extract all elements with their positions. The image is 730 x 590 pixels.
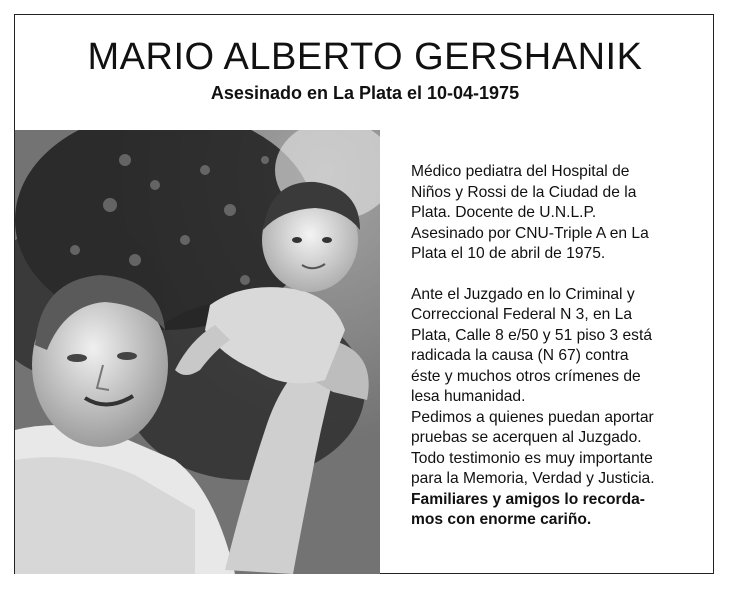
case-line: pruebas se acerquen al Juzgado. — [411, 429, 642, 446]
case-line: Plata, Calle 8 e/50 y 51 piso 3 está — [411, 326, 652, 344]
case-line: Todo testimonio es muy importante — [411, 449, 653, 467]
case-line: Pedimos a quienes puedan aportar — [411, 408, 654, 426]
case-line: radicada la causa (N 67) contra — [411, 347, 629, 364]
page-title: MARIO ALBERTO GERSHANIK — [87, 36, 643, 78]
bio-line: Médico pediatra del Hospital de — [411, 163, 630, 180]
closing-paragraph — [411, 490, 703, 531]
bio-line: Niños y Rossi de la Ciudad de la — [411, 183, 637, 201]
bio-line: Asesinado por CNU-Triple A en La — [411, 224, 649, 242]
case-line: lesa humanidad. — [411, 388, 526, 405]
bio-line: Plata el 10 de abril de 1975. — [411, 245, 606, 262]
case-paragraph — [411, 285, 703, 490]
bio-paragraph — [411, 162, 703, 265]
case-line: Ante el Juzgado en lo Criminal y — [411, 285, 635, 303]
case-line: Correccional Federal N 3, en La — [411, 306, 633, 323]
photo-of-man-holding-baby-icon — [15, 130, 380, 574]
memorial-text — [411, 162, 703, 531]
closing-line: mos con enorme cariño. — [411, 511, 592, 528]
memorial-photo — [15, 130, 380, 574]
case-line: éste y muchos otros crímenes de — [411, 367, 641, 385]
case-line: para la Memoria, Verdad y Justicia. — [411, 470, 655, 487]
page-subtitle: Asesinado en La Plata el 10-04-1975 — [210, 83, 520, 103]
closing-line: Familiares y amigos lo recorda- — [411, 490, 645, 508]
bio-line: Plata. Docente de U.N.L.P. — [411, 204, 597, 221]
